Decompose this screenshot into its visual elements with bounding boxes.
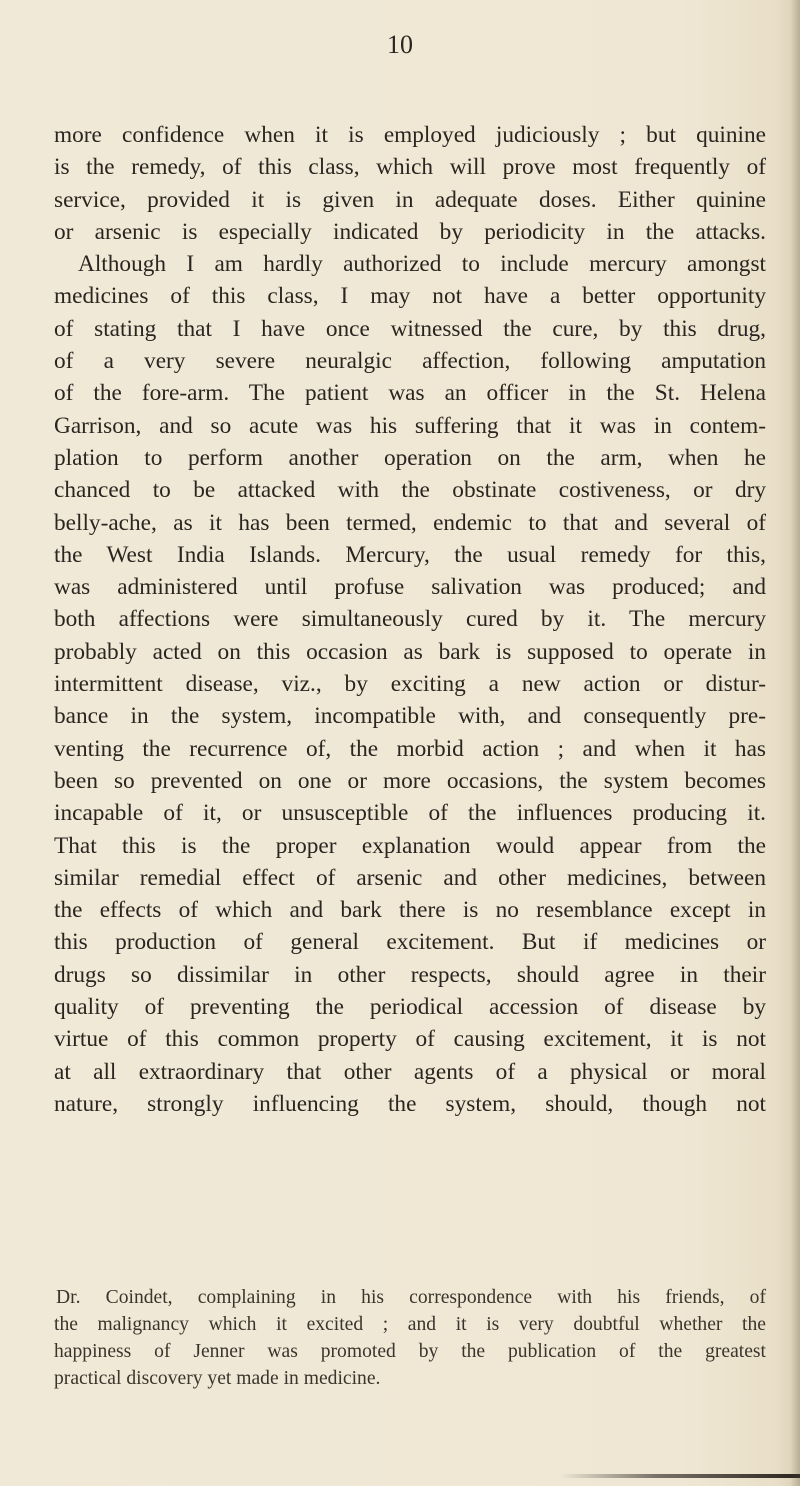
text-line: Although I am hardly authorized to include mercury amongst: [78, 251, 766, 278]
text-line: both affections were simultaneously cured by it. The mercury: [54, 606, 766, 633]
footnote-line: practical discovery yet made in medicine.: [54, 1368, 381, 1389]
text-line: more confidence when it is employed judiciously ; but quinine: [54, 122, 766, 148]
text-line: plation to perform another operation on the arm, when he: [54, 444, 766, 471]
footnote-line: happiness of Jenner was promoted by the publication of the greatest: [54, 1341, 766, 1362]
text-line: quality of preventing the periodical accession of disease by: [54, 994, 766, 1021]
footnote-line: Dr. Coindet, complaining in his correspondence with his friends, of: [56, 1287, 766, 1308]
text-line: Garrison, and so acute was his suffering that it was in contem-: [54, 412, 766, 439]
text-line: probably acted on this occasion as bark is supposed to operate in: [54, 638, 766, 665]
text-line: belly-ache, as it has been termed, endemic to that and several of: [54, 509, 766, 536]
text-line: similar remedial effect of arsenic and other medicines, between: [54, 864, 766, 891]
page-number: 10: [387, 30, 413, 59]
text-line: medicines of this class, I may not have a better opportunity: [54, 283, 766, 310]
footnote: [54, 1284, 766, 1392]
body-text: [54, 119, 766, 1120]
text-line: intermittent disease, viz., by exciting a new action or distur-: [54, 671, 766, 698]
text-line: service, provided it is given in adequate doses. Either quinine: [54, 186, 766, 213]
text-line: the West India Islands. Mercury, the usual remedy for this,: [54, 541, 766, 568]
text-line: nature, strongly influencing the system, should, though not: [54, 1090, 766, 1117]
page-edge-shadow: [790, 0, 800, 1486]
text-line: the effects of which and bark there is no resemblance except in: [54, 897, 766, 924]
text-line: been so prevented on one or more occasions, the system becomes: [54, 767, 766, 794]
text-line: was administered until profuse salivation was produced; and: [54, 574, 766, 601]
text-line: incapable of it, or unsusceptible of the influences producing it.: [54, 800, 766, 827]
text-line: of a very severe neuralgic affection, following amputation: [54, 348, 766, 375]
text-line: bance in the system, incompatible with, and consequently pre-: [54, 703, 766, 730]
text-line: at all extraordinary that other agents of a physical or moral: [54, 1058, 766, 1085]
text-line: of stating that I have once witnessed the cure, by this drug,: [54, 315, 766, 342]
text-line: virtue of this common property of causing excitement, it is not: [54, 1026, 766, 1053]
text-line: chanced to be attacked with the obstinate costiveness, or dry: [54, 477, 766, 504]
text-line: That this is the proper explanation would appear from the: [54, 832, 766, 859]
footnote-line: the malignancy which it excited ; and it is very doubtful whether the: [54, 1314, 766, 1335]
bottom-edge-rule: [560, 1474, 800, 1478]
text-line: drugs so dissimilar in other respects, should agree in their: [54, 961, 766, 988]
text-line: is the remedy, of this class, which will prove most frequently of: [54, 154, 766, 181]
text-line: of the fore-arm. The patient was an officer in the St. Helena: [54, 380, 766, 407]
text-line: or arsenic is especially indicated by periodicity in the attacks.: [54, 218, 766, 245]
text-line: this production of general excitement. But if medicines or: [54, 929, 766, 956]
text-line: venting the recurrence of, the morbid action ; and when it has: [54, 735, 766, 762]
